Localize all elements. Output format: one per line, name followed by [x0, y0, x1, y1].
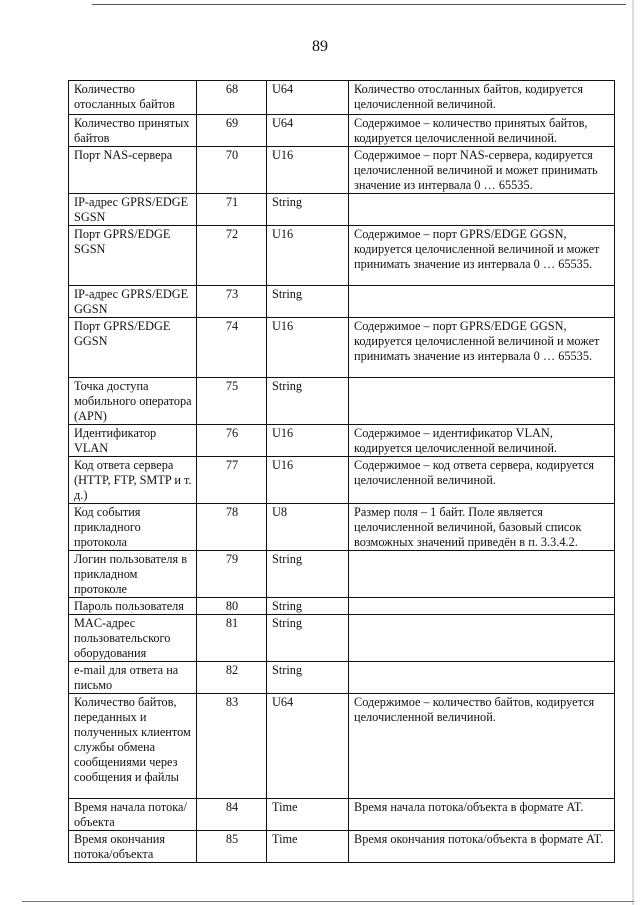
- cell-code: 78: [197, 504, 267, 551]
- cell-name: Точка доступа мобильного оператора (APN): [69, 378, 197, 425]
- page-edge-shadow: [632, 0, 634, 905]
- cell-name: Время окончания потока/объекта: [69, 831, 197, 863]
- cell-name: Код ответа сервера (HTTP, FTP, SMTP и т. д.): [69, 457, 197, 504]
- cell-name: Код события прикладного протокола: [69, 504, 197, 551]
- page-number: 89: [312, 38, 328, 55]
- cell-type: U16: [267, 457, 349, 504]
- cell-name: Идентификатор VLAN: [69, 425, 197, 457]
- cell-description: [349, 598, 615, 615]
- table-row: [69, 694, 615, 799]
- cell-code: 79: [197, 551, 267, 598]
- cell-description: Размер поля – 1 байт. Поле является целочисленной величиной, базовый список возможных значений приведён в п. 3.3.4.2.: [349, 504, 615, 551]
- table-row: [69, 115, 615, 147]
- cell-name: Логин пользователя в прикладном протоколе: [69, 551, 197, 598]
- top-rule: [92, 4, 626, 5]
- cell-name: IP-адрес GPRS/EDGE GGSN: [69, 286, 197, 318]
- cell-code: 70: [197, 147, 267, 194]
- cell-description: Содержимое – порт GPRS/EDGE GGSN, кодируется целочисленной величиной и может принимать значение из интервала 0 … 65535.: [349, 226, 615, 286]
- cell-name: Порт GPRS/EDGE GGSN: [69, 318, 197, 378]
- cell-type: U64: [267, 694, 349, 799]
- cell-description: Содержимое – идентификатор VLAN, кодируется целочисленной величиной.: [349, 425, 615, 457]
- cell-name: IP-адрес GPRS/EDGE SGSN: [69, 194, 197, 226]
- table-row: [69, 147, 615, 194]
- cell-code: 69: [197, 115, 267, 147]
- table-row: [69, 615, 615, 662]
- cell-description: Время окончания потока/объекта в формате AT.: [349, 831, 615, 863]
- table-row: [69, 378, 615, 425]
- cell-name: e-mail для ответа на письмо: [69, 662, 197, 694]
- cell-description: Содержимое – код ответа сервера, кодируется целочисленной величиной.: [349, 457, 615, 504]
- cell-name: Количество принятых байтов: [69, 115, 197, 147]
- cell-code: 72: [197, 226, 267, 286]
- cell-name: Время начала потока/объекта: [69, 799, 197, 831]
- cell-description: Содержимое – количество байтов, кодируется целочисленной величиной.: [349, 694, 615, 799]
- cell-description: [349, 662, 615, 694]
- cell-description: [349, 378, 615, 425]
- cell-description: [349, 615, 615, 662]
- cell-type: String: [267, 286, 349, 318]
- table-row: [69, 831, 615, 863]
- cell-code: 74: [197, 318, 267, 378]
- cell-type: U8: [267, 504, 349, 551]
- cell-type: U16: [267, 226, 349, 286]
- cell-type: String: [267, 662, 349, 694]
- cell-description: [349, 286, 615, 318]
- cell-description: Содержимое – количество принятых байтов, кодируется целочисленной величиной.: [349, 115, 615, 147]
- cell-type: Time: [267, 831, 349, 863]
- cell-code: 85: [197, 831, 267, 863]
- cell-name: MAC-адрес пользовательского оборудования: [69, 615, 197, 662]
- cell-code: 82: [197, 662, 267, 694]
- cell-code: 76: [197, 425, 267, 457]
- cell-type: String: [267, 598, 349, 615]
- cell-type: U16: [267, 147, 349, 194]
- cell-code: 84: [197, 799, 267, 831]
- cell-description: Содержимое – порт NAS-сервера, кодируется целочисленной величиной и может принимать значение из интервала 0 … 65535.: [349, 147, 615, 194]
- table-row: [69, 504, 615, 551]
- cell-name: Порт GPRS/EDGE SGSN: [69, 226, 197, 286]
- cell-code: 75: [197, 378, 267, 425]
- table-row: [69, 457, 615, 504]
- cell-description: Количество отосланных байтов, кодируется целочисленной величиной.: [349, 81, 615, 115]
- cell-type: U16: [267, 318, 349, 378]
- table-row: [69, 425, 615, 457]
- cell-code: 73: [197, 286, 267, 318]
- cell-type: U64: [267, 115, 349, 147]
- table-row: [69, 799, 615, 831]
- cell-type: U64: [267, 81, 349, 115]
- cell-name: Пароль пользователя: [69, 598, 197, 615]
- attribute-table: [68, 80, 615, 863]
- cell-type: String: [267, 615, 349, 662]
- cell-type: String: [267, 194, 349, 226]
- attribute-table-body: [69, 81, 615, 863]
- cell-code: 68: [197, 81, 267, 115]
- cell-type: Time: [267, 799, 349, 831]
- cell-description: [349, 551, 615, 598]
- table-row: [69, 318, 615, 378]
- table-row: [69, 286, 615, 318]
- table-row: [69, 598, 615, 615]
- cell-code: 71: [197, 194, 267, 226]
- cell-name: Количество отосланных байтов: [69, 81, 197, 115]
- cell-name: Количество байтов, переданных и полученных клиентом службы обмена сообщениями через сообщения и файлы: [69, 694, 197, 799]
- table-row: [69, 662, 615, 694]
- bottom-rule: [22, 901, 634, 902]
- cell-description: Время начала потока/объекта в формате AT.: [349, 799, 615, 831]
- cell-name: Порт NAS-сервера: [69, 147, 197, 194]
- cell-code: 81: [197, 615, 267, 662]
- cell-description: Содержимое – порт GPRS/EDGE GGSN, кодируется целочисленной величиной и может принимать значение из интервала 0 … 65535.: [349, 318, 615, 378]
- table-row: [69, 551, 615, 598]
- table-row: [69, 81, 615, 115]
- table-row: [69, 226, 615, 286]
- cell-type: String: [267, 551, 349, 598]
- cell-description: [349, 194, 615, 226]
- cell-type: U16: [267, 425, 349, 457]
- cell-code: 77: [197, 457, 267, 504]
- cell-type: String: [267, 378, 349, 425]
- cell-code: 83: [197, 694, 267, 799]
- table-row: [69, 194, 615, 226]
- cell-code: 80: [197, 598, 267, 615]
